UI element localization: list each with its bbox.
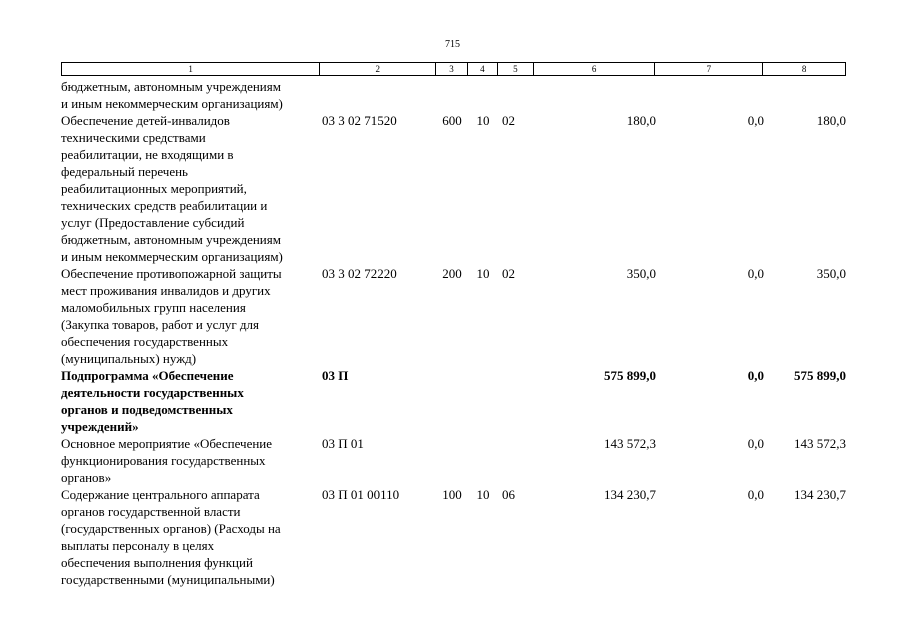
row-name-line: органов» <box>61 470 112 485</box>
row-name-line: техническими средствами <box>61 130 206 145</box>
row-target-code <box>320 78 436 112</box>
row-name-line: Подпрограмма «Обеспечение <box>61 368 234 383</box>
row-name-line: (государственных органов) (Расходы на <box>61 521 281 536</box>
row-name-line: (Закупка товаров, работ и услуг для <box>61 317 259 332</box>
row-amount-col6 <box>534 78 656 112</box>
row-name <box>61 78 320 112</box>
row-name-line: обеспечения государственных <box>61 334 229 349</box>
row-subsection: 02 <box>502 266 515 281</box>
page-number: 715 <box>445 39 460 50</box>
row-amount-col6: 350,0 <box>626 266 656 281</box>
table-header-row <box>61 62 846 76</box>
row-target-code: 03 П 01 00110 <box>322 487 400 502</box>
row-name-line: реабилитации, не входящими в <box>61 147 234 162</box>
row-amount-col8: 143 572,3 <box>794 436 846 451</box>
header-col-4: 4 <box>468 63 498 75</box>
row-amount-col8 <box>764 78 846 112</box>
header-col-1: 1 <box>62 63 320 75</box>
row-expense-type: 600 <box>442 113 462 128</box>
row-target-code: 03 3 02 71520 <box>322 113 397 128</box>
row-name-line: Обеспечение противопожарной защиты <box>61 266 282 281</box>
row-name-line: деятельности государственных <box>61 385 244 400</box>
header-col-8: 8 <box>801 64 807 74</box>
table-row <box>61 486 846 588</box>
row-section: 10 <box>476 266 490 281</box>
row-target-code: 03 3 02 72220 <box>322 266 397 281</box>
row-subsection <box>498 78 534 112</box>
row-name <box>61 112 320 265</box>
row-amount-col7: 0,0 <box>747 113 764 128</box>
row-amount-col7: 0,0 <box>747 436 764 451</box>
table-row <box>61 435 846 486</box>
row-name-line: органов государственной власти <box>61 504 241 519</box>
row-amount-col6: 180,0 <box>626 113 656 128</box>
row-expense-type <box>436 78 468 112</box>
row-amount-col8: 134 230,7 <box>794 487 846 502</box>
row-name-line: Основное мероприятие «Обеспечение <box>61 436 273 451</box>
row-name <box>61 265 320 367</box>
row-amount-col7 <box>656 78 764 112</box>
row-subsection: 06 <box>502 487 515 502</box>
row-name-line: и иным некоммерческим организациям) <box>61 96 283 111</box>
row-name-line: услуг (Предоставление субсидий <box>61 215 245 230</box>
row-name-line: обеспечения выполнения функций <box>61 555 253 570</box>
budget-table-body <box>61 78 846 588</box>
row-amount-col6: 575 899,0 <box>604 368 656 383</box>
row-amount-col8: 180,0 <box>816 113 846 128</box>
table-row <box>61 265 846 367</box>
row-name-line: выплаты персоналу в целях <box>61 538 215 553</box>
row-name-line: учреждений» <box>61 419 139 434</box>
row-name-line: маломобильных групп населения <box>61 300 246 315</box>
row-name-line: Содержание центрального аппарата <box>61 487 260 502</box>
row-name-line: мест проживания инвалидов и других <box>61 283 271 298</box>
row-section <box>468 435 498 486</box>
header-col-5: 5 <box>498 63 534 75</box>
row-name <box>61 486 320 588</box>
row-target-code: 03 П <box>322 368 349 383</box>
table-row <box>61 112 846 265</box>
row-name-line: государственными (муниципальными) <box>61 572 275 587</box>
row-name-line: Обеспечение детей-инвалидов <box>61 113 230 128</box>
row-section <box>468 367 498 435</box>
row-name-line: бюджетным, автономным учреждениям <box>61 79 281 94</box>
header-col-3: 3 <box>436 63 468 75</box>
row-name-line: органов и подведомственных <box>61 402 233 417</box>
row-name <box>61 367 320 435</box>
row-name-line: и иным некоммерческим организациям) <box>61 249 283 264</box>
row-amount-col8: 575 899,0 <box>794 368 846 383</box>
row-name-line: технических средств реабилитации и <box>61 198 268 213</box>
row-amount-col6: 134 230,7 <box>604 487 656 502</box>
row-name <box>61 435 320 486</box>
row-name-line: функционирования государственных <box>61 453 266 468</box>
table-row <box>61 78 846 112</box>
row-section <box>468 78 498 112</box>
row-expense-type <box>436 435 468 486</box>
row-name-line: (муниципальных) нужд) <box>61 351 197 366</box>
table-row <box>61 367 846 435</box>
row-section: 10 <box>476 487 490 502</box>
row-section: 10 <box>476 113 490 128</box>
header-col-7: 7 <box>655 63 763 75</box>
row-amount-col8: 350,0 <box>816 266 846 281</box>
row-target-code: 03 П 01 <box>322 436 364 451</box>
row-amount-col7: 0,0 <box>747 487 764 502</box>
row-amount-col7: 0,0 <box>747 368 764 383</box>
row-name-line: реабилитационных мероприятий, <box>61 181 247 196</box>
row-expense-type: 200 <box>442 266 462 281</box>
row-name-line: федеральный перечень <box>61 164 188 179</box>
row-amount-col6: 143 572,3 <box>604 436 656 451</box>
row-expense-type <box>436 367 468 435</box>
header-col-2: 2 <box>320 63 436 75</box>
row-subsection <box>498 367 534 435</box>
row-subsection: 02 <box>502 113 515 128</box>
row-amount-col7: 0,0 <box>747 266 764 281</box>
row-name-line: бюджетным, автономным учреждениям <box>61 232 281 247</box>
row-subsection <box>498 435 534 486</box>
row-expense-type: 100 <box>442 487 462 502</box>
header-col-6: 6 <box>534 63 656 75</box>
